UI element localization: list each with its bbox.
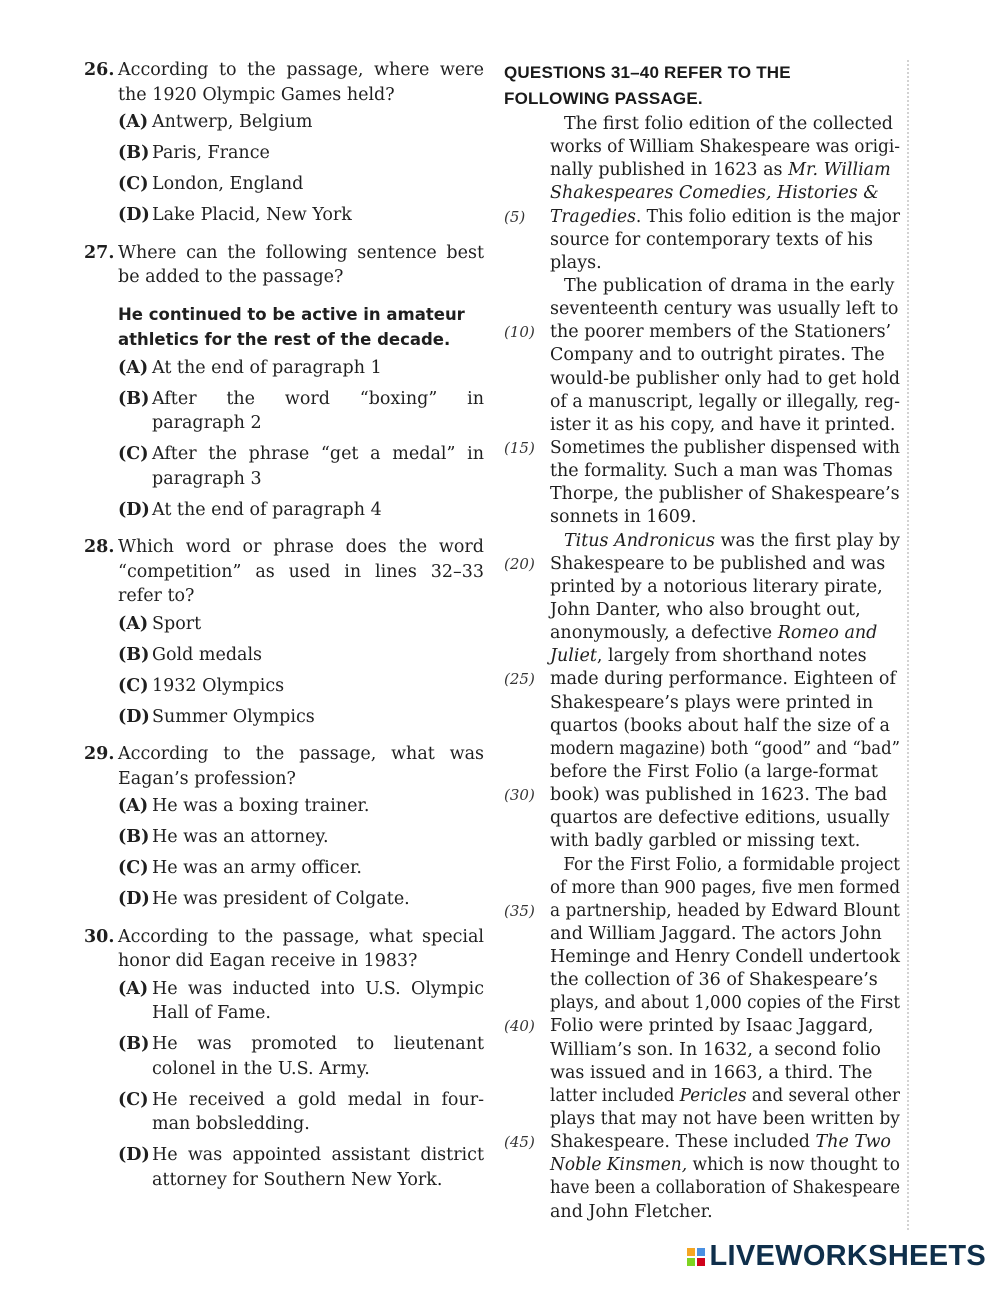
answer-option-c[interactable] xyxy=(84,856,484,881)
passage-line-text xyxy=(550,622,877,645)
text-segment: Shakespeare to be published and was xyxy=(550,553,886,574)
passage-line-text xyxy=(550,830,860,853)
text-segment: latter included xyxy=(550,1085,680,1106)
text-segment: the formality. Such a man was Thomas xyxy=(550,461,893,482)
option-label: (D) xyxy=(118,499,150,520)
text-segment: the poorer members of the Stationers’ xyxy=(550,322,892,343)
text-segment: and John Fletcher. xyxy=(550,1201,713,1222)
passage-column xyxy=(504,60,900,1224)
text-segment: sonnets in 1609. xyxy=(550,507,697,528)
text-segment: of a manuscript, legally or illegally, reg- xyxy=(550,391,900,412)
passage-line xyxy=(504,252,900,275)
option-label: (B) xyxy=(118,827,150,847)
option-label: (B) xyxy=(118,1034,150,1054)
passage-line-text xyxy=(550,136,900,159)
passage-line-text xyxy=(550,275,894,298)
passage-line xyxy=(504,992,900,1015)
text-segment: before the First Folio (a large-format xyxy=(550,761,878,782)
passage-line xyxy=(504,645,900,668)
question-stem: Which word or phrase does the word “competition” as used in lines 32–33 refer to? xyxy=(118,537,484,606)
answer-option-b[interactable] xyxy=(84,825,484,850)
option-text: He was appointed assistant district attorney for Southern New York. xyxy=(152,1145,484,1190)
question-28 xyxy=(84,535,484,729)
passage-line-text xyxy=(550,483,900,506)
option-text: Gold medals xyxy=(152,644,263,665)
passage-line-text xyxy=(550,715,890,738)
question-stem: Where can the following sentence best be added to the passage? xyxy=(118,242,484,287)
answer-option-d[interactable] xyxy=(84,203,484,228)
option-label: (C) xyxy=(118,858,149,878)
option-text: He was promoted to lieutenant colonel in the U.S. Army. xyxy=(152,1034,484,1079)
text-segment: The first folio edition of the collected xyxy=(564,114,894,134)
option-text: At the end of paragraph 4 xyxy=(152,499,382,520)
passage-line xyxy=(504,206,900,229)
passage-line-text xyxy=(550,414,895,437)
passage-line xyxy=(504,483,900,506)
passage-line xyxy=(504,1201,900,1224)
option-text: He was inducted into U.S. Olympic Hall of Fame. xyxy=(152,978,484,1023)
text-segment: quartos (books about half the size of a xyxy=(550,715,890,736)
answer-options xyxy=(84,977,484,1193)
logo-text: LIVEWORKSHEETS xyxy=(709,1240,986,1272)
logo-square xyxy=(697,1258,705,1266)
text-segment: . This folio edition is the major xyxy=(635,206,900,227)
option-text: He was a boxing trainer. xyxy=(152,796,370,816)
line-number: (10) xyxy=(504,323,535,342)
italic-title: Romeo and xyxy=(777,623,878,644)
passage-line xyxy=(504,182,900,205)
passage-line xyxy=(504,1062,900,1085)
passage-line xyxy=(504,1154,900,1177)
answer-options xyxy=(84,110,484,228)
passage-line-text xyxy=(550,553,885,576)
passage-line-text xyxy=(550,738,900,761)
passage-line-text xyxy=(550,1015,873,1038)
passage-line xyxy=(504,738,900,761)
passage-line-text xyxy=(550,900,900,923)
text-segment: and several other xyxy=(746,1085,900,1106)
logo-square xyxy=(687,1248,695,1256)
passage-line-text xyxy=(550,1062,872,1085)
answer-option-a[interactable] xyxy=(84,110,484,135)
italic-title: Pericles xyxy=(679,1085,747,1106)
option-label: (B) xyxy=(118,388,150,409)
answer-option-a[interactable] xyxy=(84,977,484,1026)
text-segment: Company and to outright pirates. The xyxy=(550,345,885,366)
text-segment: was issued and in 1663, a third. The xyxy=(550,1062,873,1083)
option-label: (D) xyxy=(118,889,150,909)
option-text: London, England xyxy=(152,174,304,194)
text-segment: would-be publisher only had to get hold xyxy=(550,368,901,389)
option-text: After the phrase “get a medal” in paragraph 3 xyxy=(152,444,484,489)
passage-line-text xyxy=(550,1154,900,1177)
option-label: (D) xyxy=(118,1145,150,1165)
passage-line-text xyxy=(550,1085,900,1108)
liveworksheets-logo-icon xyxy=(687,1248,705,1266)
text-segment: Shakespeare. These included xyxy=(550,1132,816,1153)
text-segment: Sometimes the publisher dispensed with xyxy=(550,437,901,458)
answer-option-b[interactable] xyxy=(84,387,484,436)
question-stem: According to the passage, what special honor did Eagan receive in 1983? xyxy=(118,926,484,971)
option-label: (A) xyxy=(118,978,149,999)
text-segment: and William Jaggard. The actors John xyxy=(550,923,882,944)
passage-line-text xyxy=(550,1201,713,1224)
passage-line-text xyxy=(550,182,879,205)
passage-line-text xyxy=(550,969,878,992)
question-30 xyxy=(84,925,484,1193)
passage-line-text xyxy=(550,229,873,252)
passage-line xyxy=(504,923,900,946)
text-segment: the collection of 36 of Shakespeare’s xyxy=(550,970,878,991)
passage-line-text xyxy=(550,344,885,367)
text-segment: , largely from shorthand notes xyxy=(596,646,867,667)
line-number: (15) xyxy=(504,438,535,457)
line-number: (45) xyxy=(504,1133,535,1152)
answer-option-a[interactable] xyxy=(84,794,484,819)
logo-square xyxy=(687,1258,695,1266)
answer-option-b[interactable] xyxy=(84,141,484,166)
passage-line xyxy=(504,1177,900,1200)
question-number: 28. xyxy=(84,537,115,557)
passage-line xyxy=(504,506,900,529)
option-label: (D) xyxy=(118,706,150,727)
passage-line-text xyxy=(550,321,891,344)
line-number: (20) xyxy=(504,554,535,573)
passage-line xyxy=(504,969,900,992)
text-segment: printed by a notorious literary pirate, xyxy=(550,576,883,597)
option-label: (D) xyxy=(118,205,150,225)
question-number: 27. xyxy=(84,242,115,263)
option-label: (C) xyxy=(118,444,149,464)
italic-title: Shakespeares Comedies, Histories & xyxy=(550,183,879,204)
passage-line xyxy=(504,321,900,344)
passage-line-text xyxy=(550,992,900,1015)
passage-line xyxy=(504,622,900,645)
text-segment: which is now thought to xyxy=(687,1155,900,1176)
passage-line-text xyxy=(550,599,861,622)
text-segment: seventeenth century was usually left to xyxy=(550,299,899,320)
passage-line xyxy=(504,136,900,159)
inserted-sentence: He continued to be active in amateur athletics for the rest of the decade. xyxy=(118,304,465,349)
option-label: (C) xyxy=(118,174,149,194)
passage-line xyxy=(504,1085,900,1108)
passage-line xyxy=(504,414,900,437)
passage-line xyxy=(504,530,900,553)
passage-line xyxy=(504,229,900,252)
answer-option-c[interactable] xyxy=(84,674,484,699)
answer-option-c[interactable] xyxy=(84,1088,484,1137)
passage-body xyxy=(504,113,900,1224)
text-segment: anonymously, a defective xyxy=(550,623,778,644)
text-segment: plays, and about 1,000 copies of the First xyxy=(550,993,901,1014)
option-label: (A) xyxy=(118,112,149,132)
passage-line-text xyxy=(550,576,883,599)
text-segment: For the First Folio, a formidable project xyxy=(563,854,900,875)
option-label: (C) xyxy=(118,1089,149,1110)
passage-line-text xyxy=(550,506,697,529)
passage-line xyxy=(504,275,900,298)
line-number: (25) xyxy=(504,670,535,689)
text-segment: Thorpe, the publisher of Shakespeare’s xyxy=(550,484,900,505)
option-text: After the word “boxing” in paragraph 2 xyxy=(152,388,484,433)
answer-option-b[interactable] xyxy=(84,643,484,668)
passage-line-text xyxy=(550,298,898,321)
answer-option-b[interactable] xyxy=(84,1032,484,1081)
passage-line-text xyxy=(550,946,900,969)
option-text: Summer Olympics xyxy=(152,706,315,727)
passage-line-text xyxy=(550,113,893,136)
text-segment: plays. xyxy=(550,252,602,273)
text-segment: of more than 900 pages, five men formed xyxy=(550,877,901,898)
question-27 xyxy=(84,241,484,523)
passage-line xyxy=(504,692,900,715)
question-number: 26. xyxy=(84,60,115,80)
passage-line-text xyxy=(550,668,896,691)
line-number: (35) xyxy=(504,901,535,920)
text-segment: John Danter, who also brought out, xyxy=(550,599,861,620)
option-text: 1932 Olympics xyxy=(152,675,285,696)
italic-title: Noble Kinsmen, xyxy=(550,1155,688,1176)
passage-line-text xyxy=(550,460,893,483)
question-stem: According to the passage, what was Eagan’s profession? xyxy=(118,744,484,789)
passage-line-text xyxy=(550,437,900,460)
line-number: (30) xyxy=(504,786,535,805)
passage-line-text xyxy=(550,877,900,900)
answer-option-c[interactable] xyxy=(84,172,484,197)
passage-line-text xyxy=(550,761,878,784)
passage-line-text xyxy=(550,923,882,946)
passage-line-text xyxy=(550,252,602,275)
text-segment: William’s son. In 1632, a second folio xyxy=(550,1039,881,1060)
text-segment: was the first play by xyxy=(714,530,900,551)
liveworksheets-logo[interactable] xyxy=(687,1240,987,1273)
text-segment: The publication of drama in the early xyxy=(564,275,895,296)
text-segment: quartos are defective editions, usually xyxy=(550,808,890,829)
option-label: (B) xyxy=(118,143,150,163)
passage-line xyxy=(504,391,900,414)
passage-line xyxy=(504,553,900,576)
passage-line xyxy=(504,159,900,182)
passage-line xyxy=(504,854,900,877)
passage-line xyxy=(504,830,900,853)
answer-option-d[interactable] xyxy=(84,498,484,523)
italic-title: The Two xyxy=(815,1132,891,1153)
question-stem: According to the passage, where were the 1920 Olympic Games held? xyxy=(118,60,484,105)
passage-line xyxy=(504,460,900,483)
answer-option-d[interactable] xyxy=(84,887,484,912)
option-label: (A) xyxy=(118,796,149,816)
option-label: (A) xyxy=(118,357,149,378)
passage-line-text xyxy=(550,391,900,414)
text-segment: a partnership, headed by Edward Blount xyxy=(550,900,900,921)
italic-title: Titus Andronicus xyxy=(563,530,715,551)
answer-option-d[interactable] xyxy=(84,1143,484,1192)
passage-line xyxy=(504,368,900,391)
answer-option-a[interactable] xyxy=(84,356,484,381)
italic-title: Juliet xyxy=(550,646,597,667)
answer-option-d[interactable] xyxy=(84,705,484,730)
passage-line xyxy=(504,784,900,807)
line-number: (40) xyxy=(504,1017,535,1036)
passage-line-text xyxy=(550,1039,881,1062)
option-text: He was an army officer. xyxy=(152,858,362,878)
answer-option-c[interactable] xyxy=(84,442,484,491)
passage-line xyxy=(504,1131,900,1154)
passage-line-text xyxy=(550,159,891,182)
text-segment: nally published in 1623 as xyxy=(550,160,789,181)
passage-line-text xyxy=(550,1131,891,1154)
passage-line xyxy=(504,807,900,830)
text-segment: source for contemporary texts of his xyxy=(550,229,874,250)
passage-line-text xyxy=(550,1177,900,1200)
line-number: (5) xyxy=(504,207,526,226)
passage-heading-line: QUESTIONS 31–40 REFER TO THE xyxy=(504,63,791,82)
passage-line-text xyxy=(550,854,900,877)
answer-options xyxy=(84,794,484,912)
text-segment: have been a collaboration of Shakespeare xyxy=(550,1178,901,1199)
italic-title: Mr. William xyxy=(788,160,891,181)
passage-line xyxy=(504,715,900,738)
text-segment: Shakespeare’s plays were printed in xyxy=(550,692,874,713)
passage-heading xyxy=(504,60,900,112)
text-segment: plays that may not have been written by xyxy=(550,1109,900,1130)
text-segment: with badly garbled or missing text. xyxy=(550,831,861,852)
text-segment: book) was published in 1623. The bad xyxy=(550,785,888,806)
passage-line-text xyxy=(550,368,900,391)
text-segment: ister it as his copy, and have it printed. xyxy=(550,414,896,435)
text-segment: made during performance. Eighteen of xyxy=(550,669,896,690)
passage-line xyxy=(504,437,900,460)
logo-square xyxy=(697,1248,705,1256)
italic-title: Tragedies xyxy=(550,206,636,227)
passage-line-text xyxy=(550,807,889,830)
question-29 xyxy=(84,742,484,912)
page-edge-divider xyxy=(907,60,909,1230)
option-text: He was president of Colgate. xyxy=(152,889,410,909)
option-text: Antwerp, Belgium xyxy=(152,112,313,132)
option-text: Paris, France xyxy=(152,143,270,163)
passage-heading-line: FOLLOWING PASSAGE. xyxy=(504,89,703,108)
passage-line xyxy=(504,1015,900,1038)
question-number: 30. xyxy=(84,926,115,947)
text-segment: Folio were printed by Isaac Jaggard, xyxy=(550,1016,874,1037)
option-text: At the end of paragraph 1 xyxy=(152,357,382,378)
passage-line xyxy=(504,576,900,599)
passage-line xyxy=(504,761,900,784)
questions-column xyxy=(84,58,484,1205)
passage-line xyxy=(504,599,900,622)
passage-line-text xyxy=(550,1108,900,1131)
passage-line xyxy=(504,900,900,923)
passage-line-text xyxy=(550,784,887,807)
option-label: (C) xyxy=(118,675,149,696)
passage-line-text xyxy=(550,530,900,553)
passage-line-text xyxy=(550,645,867,668)
option-text: He was an attorney. xyxy=(152,827,329,847)
option-text: Sport xyxy=(152,613,202,634)
passage-line xyxy=(504,298,900,321)
question-26 xyxy=(84,58,484,228)
passage-line-text xyxy=(550,692,873,715)
option-label: (A) xyxy=(118,613,149,634)
passage-line xyxy=(504,1039,900,1062)
passage-line xyxy=(504,946,900,969)
passage-line xyxy=(504,344,900,367)
answer-options xyxy=(84,612,484,730)
passage-line xyxy=(504,668,900,691)
passage-line xyxy=(504,877,900,900)
option-label: (B) xyxy=(118,644,150,665)
passage-line-text xyxy=(550,206,900,229)
passage-line xyxy=(504,113,900,136)
answer-options xyxy=(84,356,484,523)
passage-line xyxy=(504,1108,900,1131)
question-number: 29. xyxy=(84,744,115,764)
text-segment: modern magazine) both “good” and “bad” xyxy=(550,738,900,759)
text-segment: Heminge and Henry Condell undertook xyxy=(550,947,900,968)
option-text: Lake Placid, New York xyxy=(152,205,352,225)
option-text: He received a gold medal in four-man bobsledding. xyxy=(152,1089,484,1134)
text-segment: works of William Shakespeare was origi- xyxy=(550,137,900,158)
answer-option-a[interactable] xyxy=(84,612,484,637)
